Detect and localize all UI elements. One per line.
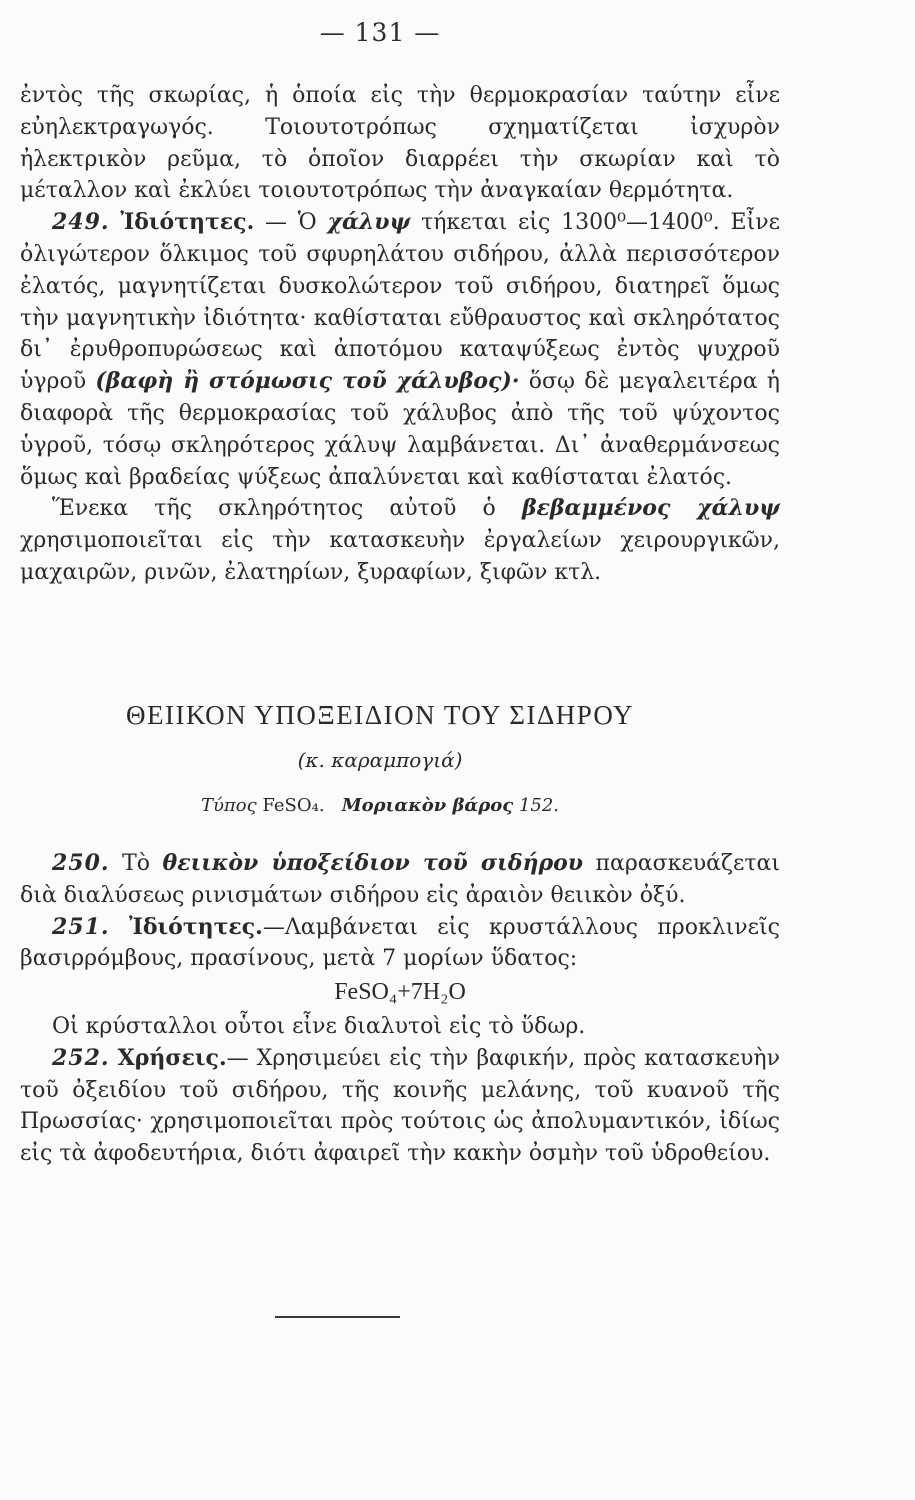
paragraph-text: Τὸ (109, 851, 163, 876)
emphasis-term: χάλυψ (327, 209, 411, 236)
emphasis-term: (βαφὴ ἢ στόμωσις τοῦ χάλυβος)· (95, 368, 520, 395)
paragraph-text: χρησιμοποιεῖται εἰς τὴν κατασκευὴν ἐργαλείων χειρουργικῶν, μαχαιρῶν, ρινῶν, ἐλατηρίων, ξυραφίων, ξιφῶν κτλ. (20, 528, 780, 585)
emphasis-term: θειικὸν ὑποξείδιον τοῦ σιδήρου (162, 850, 584, 876)
paragraph-heading: Ἰδιότητες. (128, 913, 263, 940)
formula-line (0, 795, 760, 816)
weight-value: 152. (518, 795, 560, 816)
paragraph-text: ὅσῳ δὲ μεγαλειτέρα ἡ διαφορὰ τῆς θερμοκρασίας τοῦ χάλυβος ἀπὸ τῆς τοῦ ψύχοντος ὑγροῦ, τόσῳ σκληρότερος χάλυψ λαμβάνεται. Δι᾽ ἀναθερμάνσεως ὅμως καὶ βραδείας ψύξεως ἀπαλύνεται καὶ καθίσταται ἐλατός. (20, 369, 780, 490)
paragraph-heading: Χρήσεις. (117, 1044, 227, 1071)
formula: FeSO₄. (262, 795, 325, 816)
formula-label: Τύπος (200, 795, 257, 816)
paragraph-text: τήκεται εἰς 1300⁰—1400⁰. Εἶνε ὀλιγώτερον ὅλκιμος τοῦ σφυρηλάτου σιδήρου, ἀλλὰ περισσότερον ἐλατός, μαγνητίζεται δυσκολώτερον τοῦ σιδήρου, διατηρεῖ ὅμως τὴν μαγνητικὴν ἰδιότητα· καθίσταται εὔθραυστος καὶ σκληρότατος δι᾽ ἐρυθροπυρώσεως καὶ ἀποτόμου καταψύξεως ἐντὸς ψυχροῦ ὑγροῦ (20, 210, 780, 395)
paragraph-252 (20, 1043, 780, 1170)
paragraph-text: Ἕνεκα τῆς σκληρότητος αὐτοῦ ὁ (52, 496, 522, 522)
usage-paragraph (20, 493, 780, 588)
paragraph-heading: Ἰδιότητες. (120, 209, 255, 236)
emphasis-term: βεβαμμένος χάλυψ (521, 495, 780, 522)
paragraph-250 (20, 848, 780, 912)
main-text-upper (20, 80, 780, 589)
section-subtitle: (κ. καραμπογιά) (297, 748, 463, 772)
paragraph-251-after: Οἱ κρύσταλλοι οὗτοι εἶνε διαλυτοὶ εἰς τὸ ὕδωρ. (52, 1013, 586, 1039)
weight-label: Μοριακὸν βάρος (341, 795, 514, 816)
section-title: ΘΕΙΙΚΟΝ ΥΠΟΞΕΙΔΙΟΝ ΤΟΥ ΣΙΔΗΡΟΥ (126, 700, 634, 730)
main-text-lower (20, 848, 780, 1170)
paragraph-249 (20, 207, 780, 493)
end-rule (275, 1316, 400, 1318)
paragraph-text: —Λαμβάνεται εἰς κρυστάλλους προκλινεῖς βασιρρόμβους, πρασίνους, μετὰ 7 μορίων ὕδατος: (20, 914, 780, 972)
paragraph-number: 252. (52, 1044, 110, 1071)
paragraph-251 (20, 912, 780, 976)
paragraph-text: παρασκευάζεται διὰ διαλύσεως ρινισμάτων σιδήρου εἰς ἀραιὸν θειικὸν ὀξύ. (20, 851, 780, 908)
intro-paragraph: ἐντὸς τῆς σκωρίας, ἡ ὁποία εἰς τὴν θερμοκρασίαν ταύτην εἶνε εὐηλεκτραγωγός. Τοιουτοτρόπως σχηματίζεται ἰσχυρὸν ἠλεκτρικὸν ρεῦμα, τὸ ὁποῖον διαρρέει τὴν σκωρίαν καὶ τὸ μέταλλον καὶ ἐκλύει τοιουτοτρόπως τὴν ἀναγκαίαν θερμότητα. (20, 83, 780, 204)
paragraph-number: 250. (52, 850, 110, 876)
paragraph-number: 251. (52, 913, 110, 940)
paragraph-text: — Ὁ (254, 210, 328, 236)
chemical-equation: FeSO₄+7H₂O (334, 979, 466, 1006)
paragraph-number: 249. (52, 209, 110, 236)
page-number: — 131 — (319, 18, 441, 47)
paragraph-text: — Χρησιμεύει εἰς τὴν βαφικήν, πρὸς κατασκευὴν τοῦ ὀξειδίου τοῦ σιδήρου, τῆς κοινῆς μελάνης, τοῦ κυανοῦ τῆς Πρωσσίας· χρησιμοποιεῖται πρὸς τούτοις ὡς ἀπολυμαντικόν, ἰδίως εἰς τὰ ἀφοδευτήρια, διότι ἀφαιρεῖ τὴν κακὴν ὀσμὴν τοῦ ὑδροθείου. (20, 1045, 780, 1167)
